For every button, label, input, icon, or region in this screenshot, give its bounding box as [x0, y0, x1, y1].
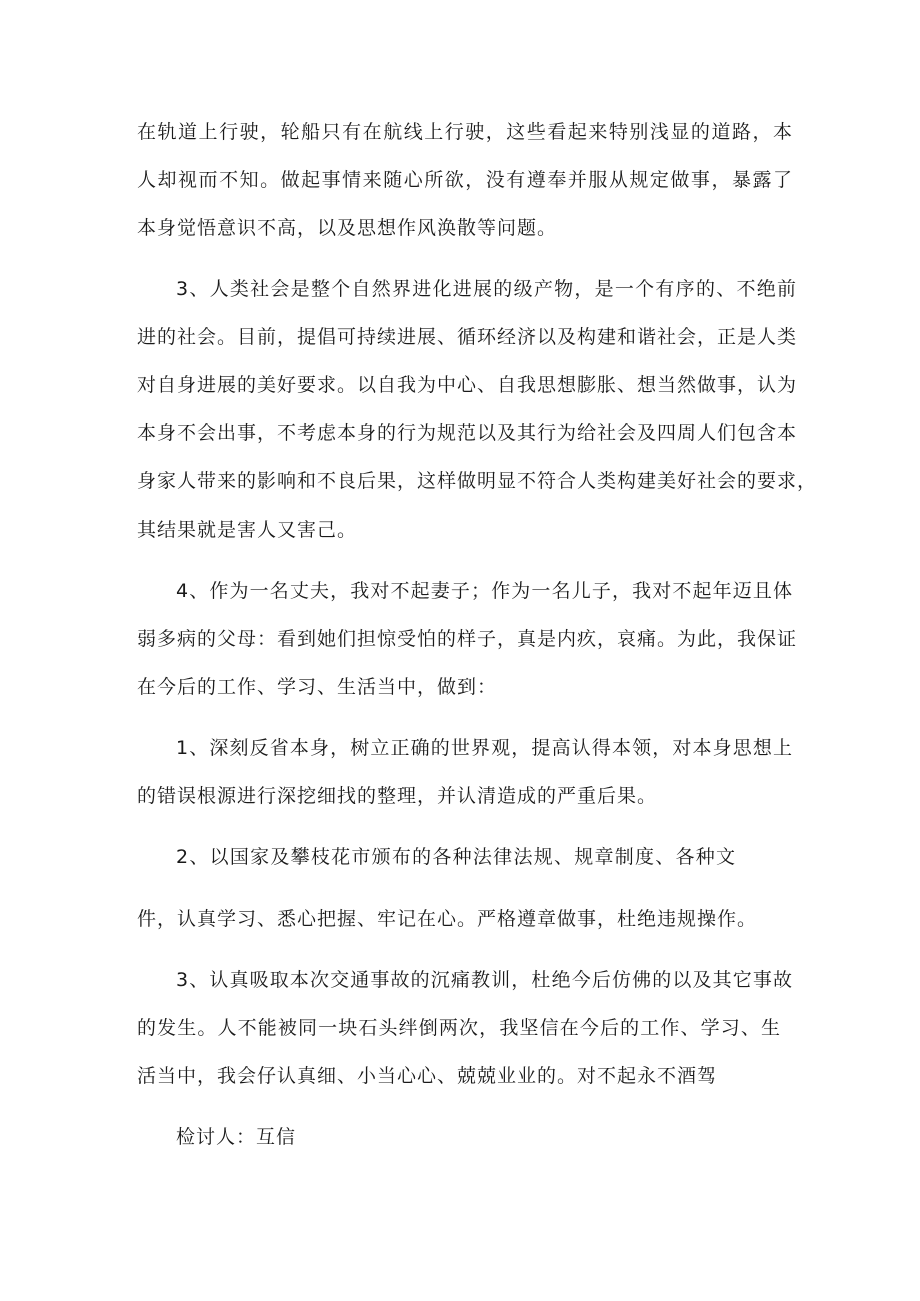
- text-line: 3、人类社会是整个自然界进化进展的级产物，是一个有序的、不绝前: [176, 278, 797, 300]
- text-line: 活当中，我会仔认真细、小当心心、兢兢业业的。对不起永不酒驾: [137, 1065, 718, 1087]
- text-line: 2、以国家及攀枝花市颁布的各种法律法规、规章制度、各种文: [176, 846, 736, 868]
- text-line: 进的社会。目前，提倡可持续进展、循环经济以及构建和谐社会，正是人类: [137, 326, 798, 348]
- text-line: 在轨道上行驶，轮船只有在航线上行驶，这些看起来特别浅显的道路，本: [137, 121, 793, 143]
- text-line: 对自身进展的美好要求。以自我为中心、自我思想膨胀、想当然做事，认为: [137, 374, 798, 396]
- text-line: 弱多病的父母：看到她们担惊受怕的样子，真是内疚，哀痛。为此，我保证: [137, 628, 798, 650]
- text-line: 本身不会出事，不考虑本身的行为规范以及其行为给社会及四周人们包含本: [137, 422, 798, 444]
- text-line: 身家人带来的影响和不良后果，这样做明显不符合人类构建美好社会的要求，: [137, 470, 818, 492]
- text-line: 4、作为一名丈夫，我对不起妻子；作为一名儿子，我对不起年迈且体: [176, 580, 793, 602]
- text-line: 3、认真吸取本次交通事故的沉痛教训，杜绝今后仿佛的以及其它事故: [176, 969, 793, 991]
- text-line: 本身觉悟意识不高，以及思想作风涣散等问题。: [137, 217, 558, 239]
- text-line: 1、深刻反省本身，树立正确的世界观，提高认得本领，对本身思想上: [176, 737, 793, 759]
- text-line: 人却视而不知。做起事情来随心所欲，没有遵奉并服从规定做事，暴露了: [137, 169, 793, 191]
- text-line: 其结果就是害人又害己。: [137, 519, 358, 541]
- text-line: 的发生。人不能被同一块石头绊倒两次，我坚信在今后的工作、学习、生: [137, 1017, 781, 1039]
- text-line: 件，认真学习、悉心把握、牢记在心。严格遵章做事，杜绝违规操作。: [137, 908, 758, 930]
- text-line: 的错误根源进行深挖细找的整理，并认清造成的严重后果。: [137, 785, 658, 807]
- signature-line: 检讨人：互信: [176, 1126, 297, 1148]
- text-line: 在今后的工作、学习、生活当中，做到：: [137, 676, 498, 698]
